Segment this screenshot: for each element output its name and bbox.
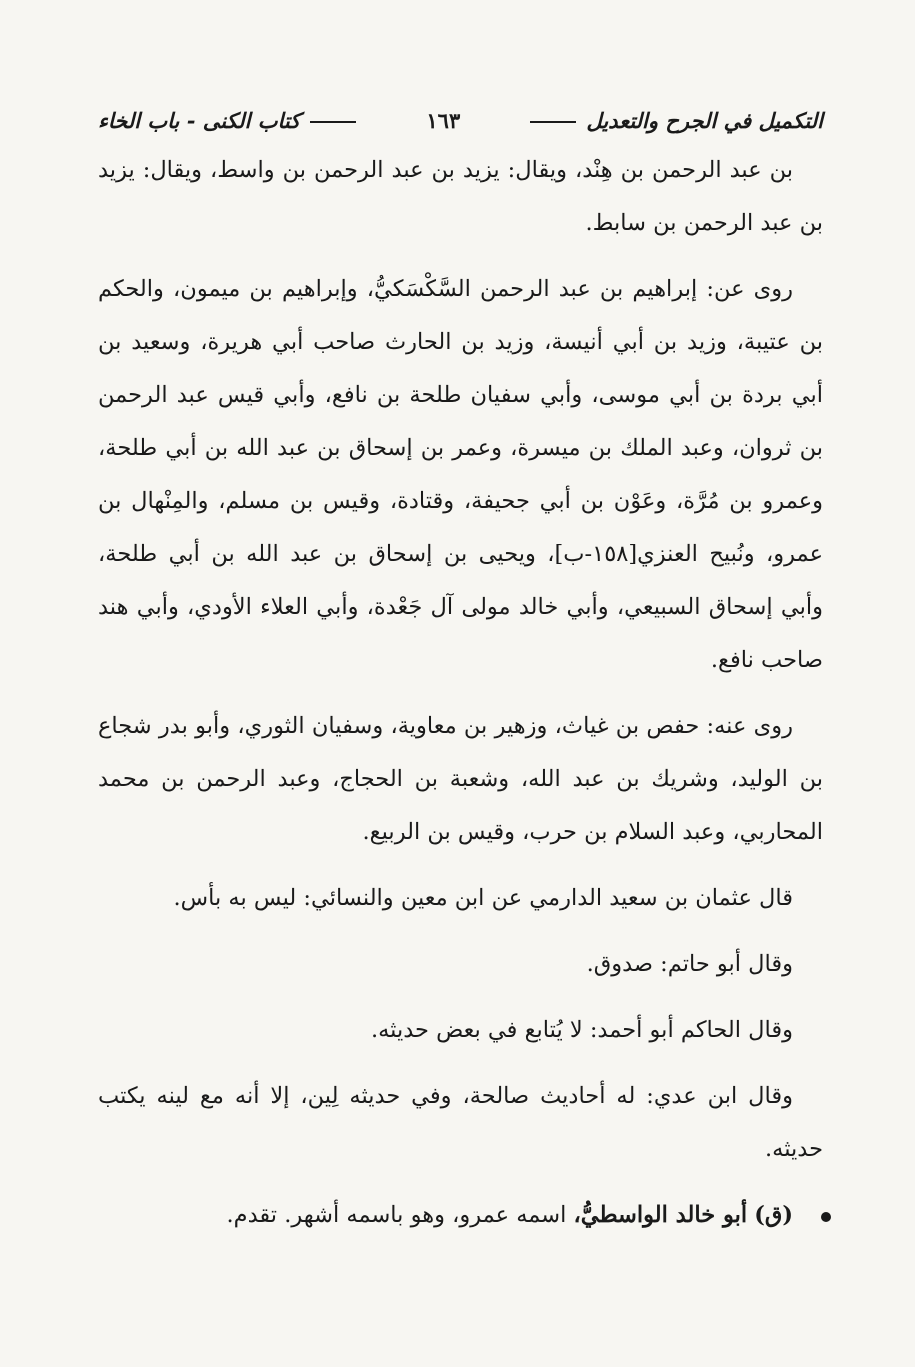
paragraph-abu-hatim-opinion: وقال أبو حاتم: صدوق. [586, 951, 793, 977]
paragraph-al-hakim-opinion: وقال الحاكم أبو أحمد: لا يُتابع في بعض حديثه. [370, 1017, 793, 1043]
page-body [98, 144, 823, 1242]
entry-name: أبو خالد الواسطيُّ، [573, 1202, 748, 1228]
section-title: كتاب الكنى - باب الخاء [98, 107, 301, 133]
page-number: ١٦٣ [426, 107, 461, 133]
running-header [98, 98, 823, 142]
paragraph-ibn-adi-opinion: وقال ابن عدي: له أحاديث صالحة، وفي حديثه لِين، إلا أنه مع لينه يكتب حديثه. [98, 1083, 823, 1162]
paragraph-narrated-by: روى عنه: حفص بن غياث، وزهير بن معاوية، وسفيان الثوري، وأبو بدر شجاع بن الوليد، وشريك بن عبد الله، وشعبة بن الحجاج، وعبد الرحمن بن محمد المحاربي، وعبد السلام بن حرب، وقيس بن الربيع. [98, 713, 823, 845]
paragraph-ibn-maeen-opinion: قال عثمان بن سعيد الدارمي عن ابن معين والنسائي: ليس به بأس. [173, 885, 793, 911]
bullet-icon [821, 1212, 831, 1222]
entry-siglum: (ق) [754, 1202, 793, 1228]
paragraph-name-variants: بن عبد الرحمن بن هِنْد، ويقال: يزيد بن عبد الرحمن بن واسط، ويقال: يزيد بن عبد الرحمن بن سابط. [98, 157, 823, 236]
entry-text: اسمه عمرو، وهو باسمه أشهر. تقدم. [226, 1202, 567, 1228]
header-dash [530, 121, 576, 123]
biography-entry [98, 1189, 823, 1242]
header-dash [310, 121, 356, 123]
section-title-group [98, 108, 366, 133]
paragraph-narrated-from: روى عن: إبراهيم بن عبد الرحمن السَّكْسَكيُّ، وإبراهيم بن ميمون، والحكم بن عتيبة، وزيد بن أبي أنيسة، وزيد بن الحارث صاحب أبي هريرة، وسعيد بن أبي بردة بن أبي موسى، وأبي سفيان طلحة بن نافع، وأبي قيس عبد الرحمن بن ثروان، وعبد الملك بن ميسرة، وعمر بن إسحاق بن عبد الله بن أبي طلحة، وعمرو بن مُرَّة، وعَوْن بن أبي جحيفة، وقتادة، وقيس بن مسلم، والمِنْهال بن عمرو، ونُبيح العنزي[١٥٨-ب]، ويحيى بن إسحاق بن عبد الله بن أبي طلحة، وأبي إسحاق السبيعي، وأبي خالد مولى آل جَعْدة، وأبي العلاء الأودي، وأبي هند صاحب نافع. [98, 276, 823, 673]
book-title-group [520, 108, 823, 133]
book-title: التكميل في الجرح والتعديل [586, 107, 823, 133]
